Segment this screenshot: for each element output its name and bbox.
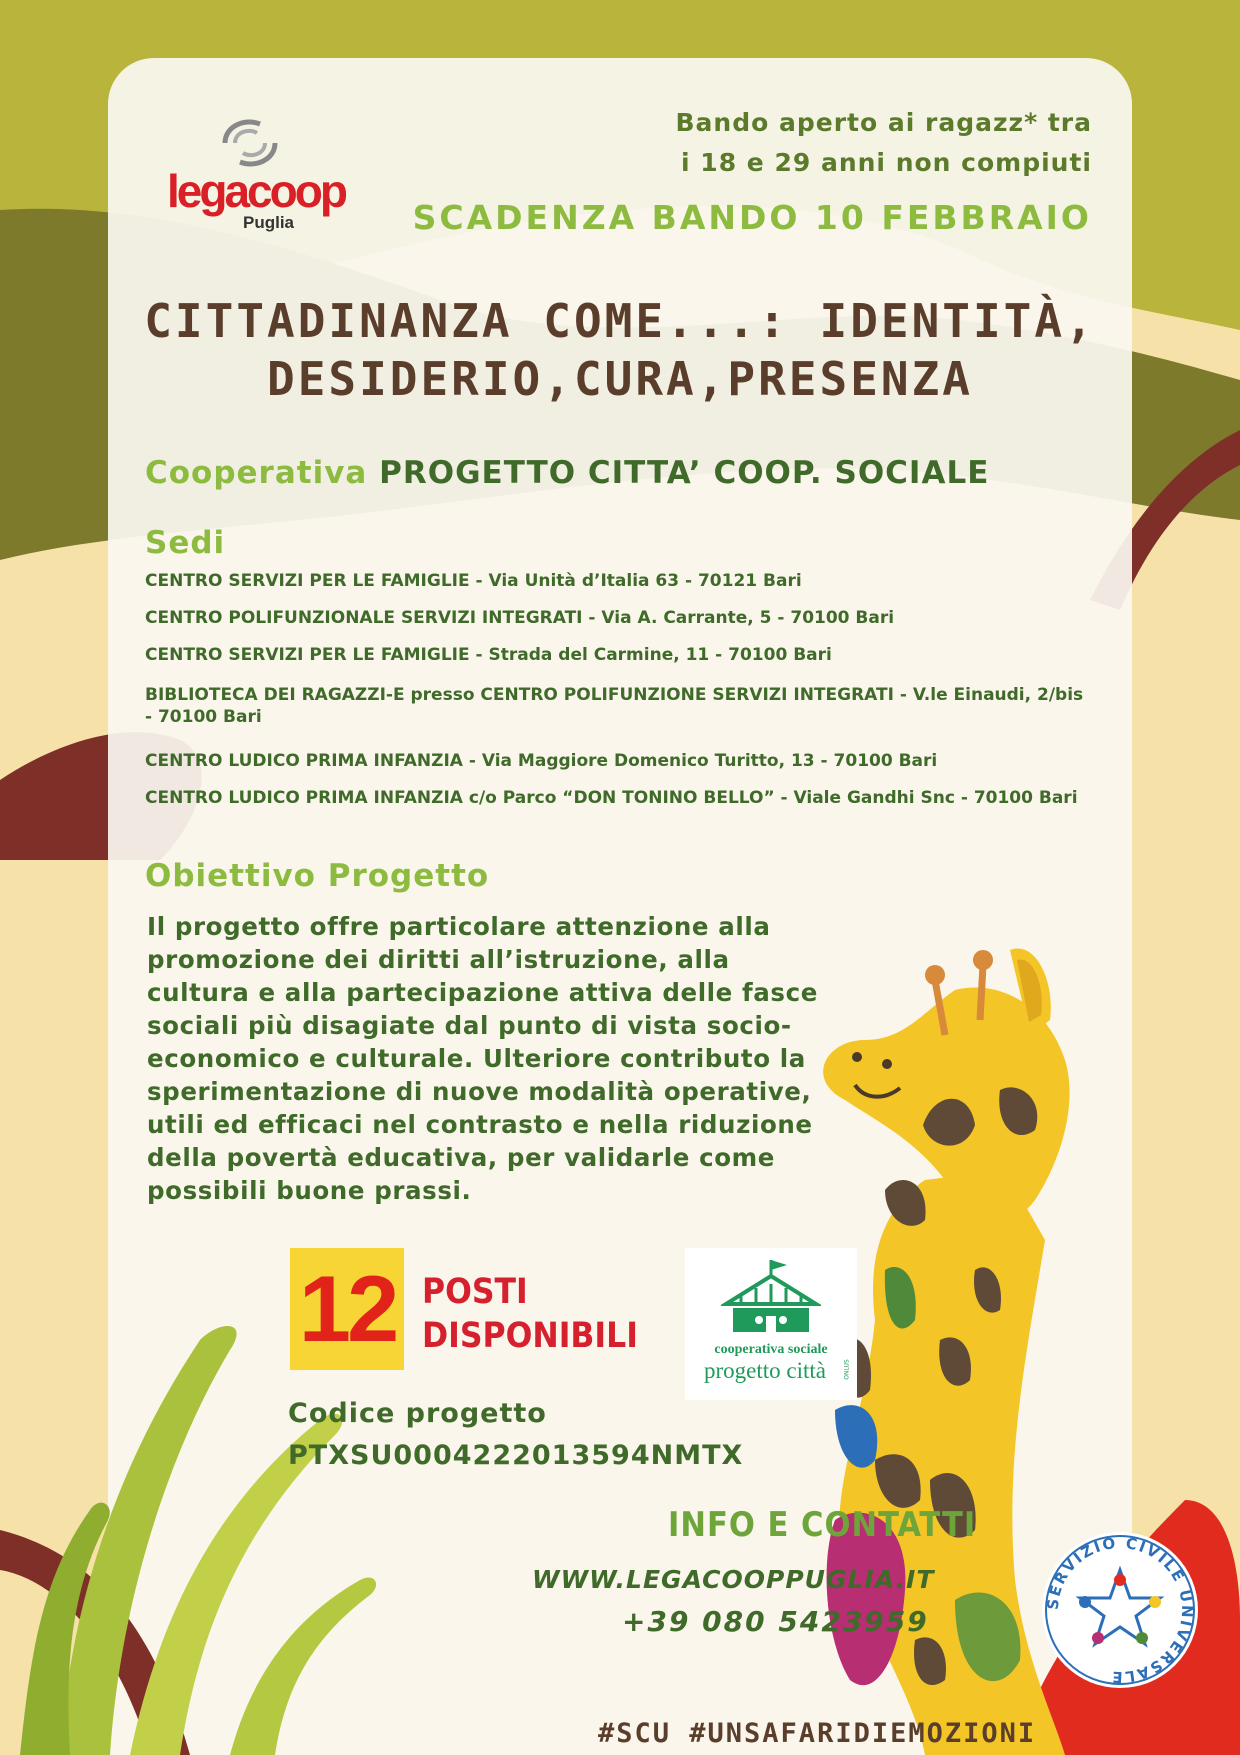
sede-item: CENTRO SERVIZI PER LE FAMIGLIE - Strada del Carmine, 11 - 70100 Bari — [145, 645, 832, 665]
obiettivo-heading: Obiettivo Progetto — [145, 858, 490, 894]
sede-item: CENTRO POLIFUNZIONALE SERVIZI INTEGRATI - Via A. Carrante, 5 - 70100 Bari — [145, 608, 895, 628]
scadenza-deadline: SCADENZA BANDO 10 FEBBRAIO — [412, 198, 1092, 237]
obiettivo-text: Il progetto offre particolare attenzione alla promozione dei diritti all’istruzione, alla cultura e alla partecipazione attiva delle fasce sociali più disagiate dal punto di vista socio-economico e culturale. Ulteriore contributo la sperimentazione di nuove modalità operative, utili ed efficaci nel contrasto e nella riduzione della povertà educativa, per validarle come possibili buone prassi. — [147, 912, 818, 1205]
title-line-1: CITTADINANZA COME...: IDENTITÀ, — [144, 294, 1096, 348]
bando-eligibility — [675, 103, 1092, 183]
legacoop-logo — [165, 118, 345, 238]
sede-item: CENTRO LUDICO PRIMA INFANZIA - Via Maggiore Domenico Turitto, 13 - 70100 Bari — [145, 751, 938, 771]
bando-line-2: i 18 e 29 anni non compiuti — [681, 148, 1092, 177]
phone-number[interactable]: +39 080 5423959 — [622, 1605, 929, 1638]
sedi-heading: Sedi — [145, 525, 226, 561]
title-line-2: DESIDERIO,CURA,PRESENZA — [267, 352, 973, 406]
website-link[interactable]: WWW.LEGACOOPPUGLIA.IT — [532, 1565, 935, 1594]
cooperativa-name: PROGETTO CITTA’ COOP. SOCIALE — [379, 455, 990, 491]
scu-logo-text — [1040, 1530, 1200, 1690]
cooperativa-heading — [145, 455, 989, 491]
scu-logo-textpath: SERVIZIO CIVILE UNIVERSALE — [1043, 1533, 1197, 1687]
page-title — [120, 292, 1120, 408]
contatti-heading: INFO E CONTATTI — [668, 1505, 977, 1545]
sede-item: CENTRO LUDICO PRIMA INFANZIA c/o Parco “DON TONINO BELLO” - Viale Gandhi Snc - 70100 Bari — [145, 788, 1078, 808]
legacoop-logo-icon — [215, 118, 285, 168]
logo-wordmark: legacoop — [167, 165, 345, 217]
partner-logo-line-2: progetto città — [704, 1358, 826, 1383]
codice-progetto — [288, 1393, 743, 1477]
posti-line-2: DISPONIBILI — [422, 1316, 638, 1356]
posti-number-box — [290, 1248, 404, 1370]
posti-line-1: POSTI — [422, 1272, 528, 1312]
posti-label — [422, 1270, 638, 1358]
codice-label: Codice progetto — [288, 1398, 547, 1429]
codice-value: PTXSU0004222013594NMTX — [288, 1440, 744, 1471]
sede-item: CENTRO SERVIZI PER LE FAMIGLIE - Via Unità d’Italia 63 - 70121 Bari — [145, 571, 802, 591]
bando-line-1: Bando aperto ai ragazz* tra — [675, 108, 1092, 137]
scu-logo — [1040, 1530, 1200, 1690]
logo-region: Puglia — [243, 213, 295, 232]
cooperativa-label: Cooperativa — [145, 455, 368, 491]
partner-logo-tag: ONLUS — [843, 1359, 851, 1380]
circus-tent-icon — [721, 1256, 821, 1338]
partner-logo-line-1: cooperativa sociale — [714, 1342, 828, 1357]
progetto-citta-logo — [685, 1248, 857, 1400]
posti-number: 12 — [298, 1256, 396, 1361]
sede-item: BIBLIOTECA DEI RAGAZZI-E presso CENTRO POLIFUNZIONE SERVIZI INTEGRATI - V.le Einaudi, 2/bis - 70100 Bari — [145, 685, 1084, 727]
hashtags: #SCU #UNSAFARIDIEMOZIONI — [598, 1718, 1037, 1749]
svg-text:SERVIZIO CIVILE UNIVERSALE — [1044, 1534, 1196, 1686]
